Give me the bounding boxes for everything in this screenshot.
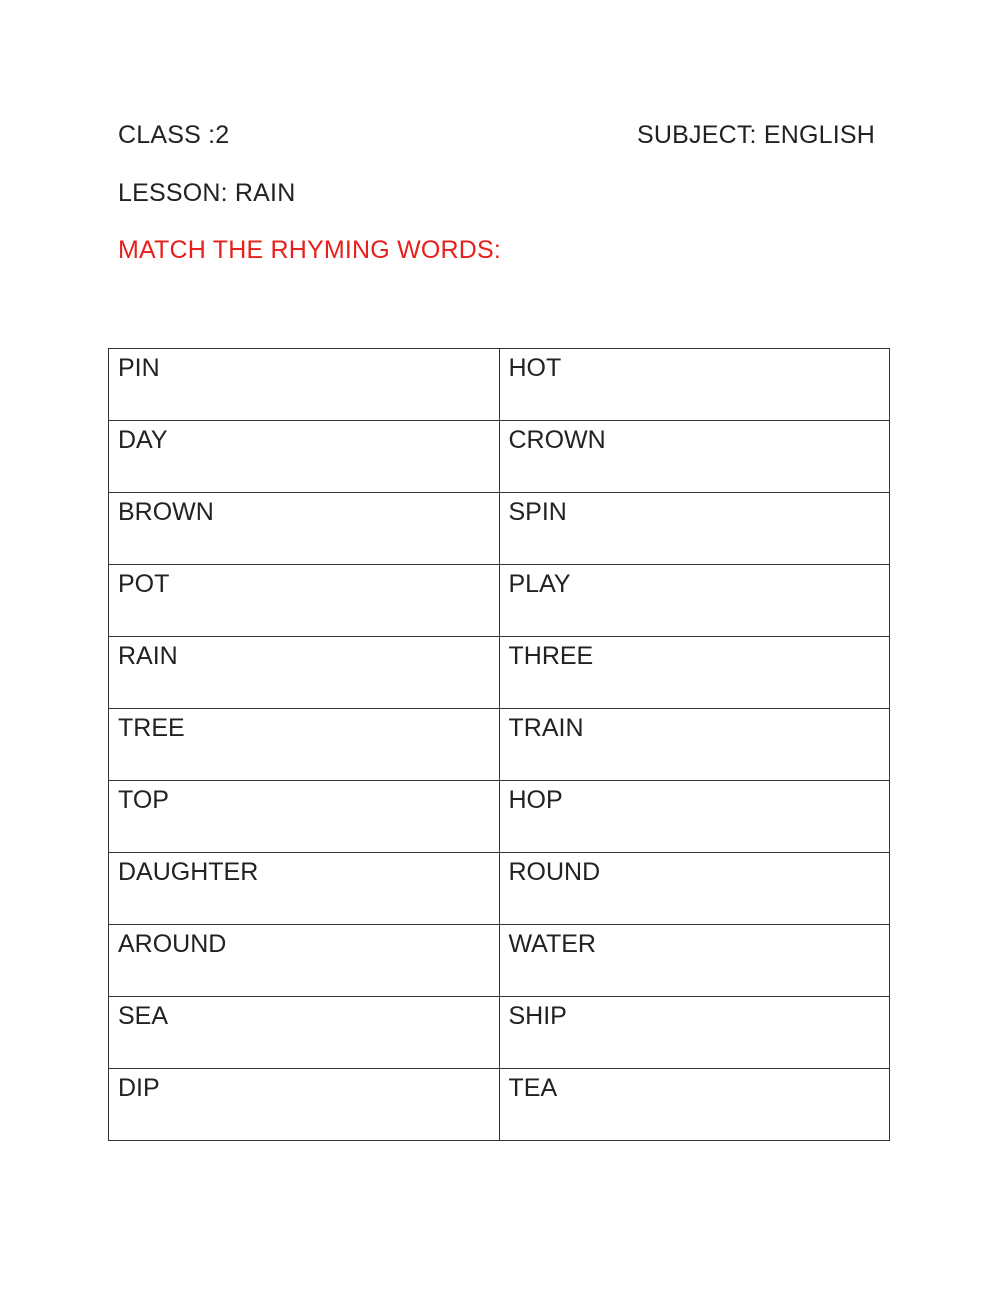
rhyming-words-table — [108, 348, 890, 1141]
right-word: TRAIN — [508, 714, 584, 742]
left-word-cell — [109, 637, 500, 709]
table-row — [109, 565, 890, 637]
right-word: HOP — [508, 786, 563, 814]
left-word-cell — [109, 349, 500, 421]
left-word-cell — [109, 925, 500, 997]
right-word: ROUND — [508, 858, 601, 886]
table-row — [109, 925, 890, 997]
right-word-cell — [499, 493, 890, 565]
left-word: TREE — [118, 714, 185, 742]
right-word: HOT — [508, 354, 562, 382]
right-word-cell — [499, 565, 890, 637]
left-word-cell — [109, 781, 500, 853]
class-label: CLASS :2 — [118, 121, 230, 149]
right-word: PLAY — [508, 570, 571, 598]
left-word-cell — [109, 709, 500, 781]
right-word-cell — [499, 1069, 890, 1141]
table-row — [109, 1069, 890, 1141]
right-word-cell — [499, 853, 890, 925]
right-word-cell — [499, 349, 890, 421]
right-word: SHIP — [508, 1002, 567, 1030]
left-word: POT — [118, 570, 170, 598]
right-word: CROWN — [508, 426, 606, 454]
left-word: PIN — [118, 354, 160, 382]
right-word: WATER — [508, 930, 596, 958]
right-word-cell — [499, 637, 890, 709]
right-word-cell — [499, 709, 890, 781]
right-word: TEA — [508, 1074, 558, 1102]
right-word: THREE — [508, 642, 594, 670]
left-word: TOP — [118, 786, 169, 814]
left-word-cell — [109, 565, 500, 637]
left-word-cell — [109, 421, 500, 493]
table-row — [109, 709, 890, 781]
right-word-cell — [499, 997, 890, 1069]
left-word-cell — [109, 997, 500, 1069]
instruction-heading: MATCH THE RHYMING WORDS: — [118, 236, 502, 264]
left-word: SEA — [118, 1002, 169, 1030]
table-row — [109, 853, 890, 925]
table-row — [109, 349, 890, 421]
left-word: DAUGHTER — [118, 858, 259, 886]
left-word: RAIN — [118, 642, 178, 670]
right-word: SPIN — [508, 498, 567, 526]
table-row — [109, 781, 890, 853]
left-word: BROWN — [118, 498, 214, 526]
table-row — [109, 997, 890, 1069]
subject-label: SUBJECT: ENGLISH — [637, 121, 875, 149]
left-word-cell — [109, 1069, 500, 1141]
table-row — [109, 421, 890, 493]
right-word-cell — [499, 421, 890, 493]
right-word-cell — [499, 925, 890, 997]
table-row — [109, 493, 890, 565]
left-word: DIP — [118, 1074, 160, 1102]
left-word-cell — [109, 493, 500, 565]
left-word-cell — [109, 853, 500, 925]
right-word-cell — [499, 781, 890, 853]
left-word: DAY — [118, 426, 168, 454]
lesson-label: LESSON: RAIN — [118, 179, 296, 207]
left-word: AROUND — [118, 930, 227, 958]
table-row — [109, 637, 890, 709]
